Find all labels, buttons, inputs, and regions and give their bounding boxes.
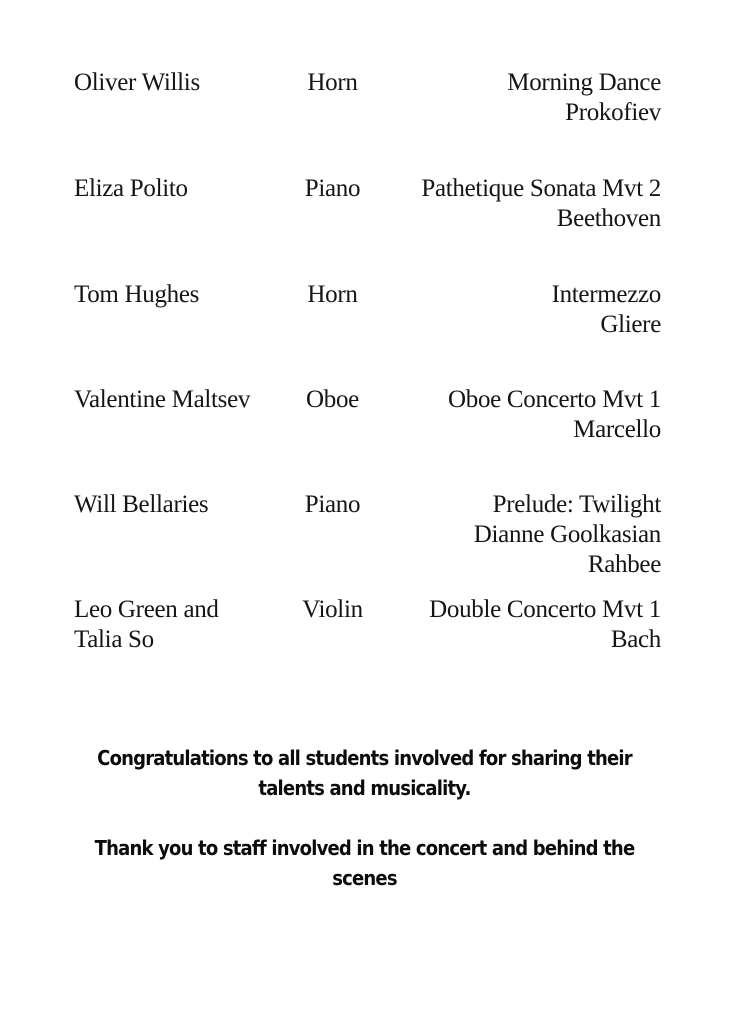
piece-title: Pathetique Sonata Mvt 2 (421, 175, 661, 202)
performer-name-line: Oliver Willis (74, 69, 200, 96)
piece-composer: Gliere (600, 311, 661, 338)
performer-name-line: Valentine Maltsev (74, 386, 251, 413)
performer-name-line: Will Bellaries (74, 491, 209, 518)
performer-name (74, 280, 284, 310)
performer-name-line: Talia So (74, 626, 154, 653)
piece-title: Intermezzo (551, 281, 661, 308)
performer-name (74, 174, 284, 204)
performer-name-line: Tom Hughes (74, 281, 200, 308)
piece (361, 490, 661, 580)
thanks-message (36, 833, 692, 893)
piece (361, 68, 661, 128)
piece-composer: Prokofiev (565, 99, 661, 126)
piece-title: Double Concerto Mvt 1 (429, 596, 661, 623)
piece-title: Oboe Concerto Mvt 1 (447, 386, 661, 413)
congratulations-line: Congratulations to all students involved for sharing their (97, 746, 632, 770)
congratulations-line: talents and musicality. (258, 776, 471, 800)
piece-title: Prelude: Twilight (492, 491, 661, 518)
piece (361, 385, 661, 445)
thanks-line: Thank you to staff involved in the concert and behind the (94, 836, 635, 860)
instrument: Piano (304, 175, 361, 202)
piece-composer: Marcello (573, 416, 661, 443)
instrument: Oboe (306, 386, 359, 413)
congratulations-message (36, 743, 692, 803)
piece (361, 280, 661, 340)
piece (361, 174, 661, 234)
performer-name-line: Leo Green and (74, 596, 219, 623)
performer-name-line: Eliza Polito (74, 175, 188, 202)
performer-name (74, 490, 284, 520)
instrument: Violin (302, 596, 363, 623)
piece-composer: Bach (610, 626, 661, 653)
instrument: Horn (307, 281, 358, 308)
piece-title: Morning Dance (507, 69, 661, 96)
piece-composer: Dianne Goolkasian (473, 521, 661, 548)
piece-composer: Beethoven (556, 205, 661, 232)
performer-name (74, 385, 284, 415)
thanks-line: scenes (332, 866, 397, 890)
piece-composer-continued: Rahbee (587, 551, 661, 578)
instrument: Horn (307, 69, 358, 96)
piece (361, 595, 661, 655)
performer-name (74, 595, 284, 655)
performer-name (74, 68, 284, 98)
instrument: Piano (304, 491, 361, 518)
